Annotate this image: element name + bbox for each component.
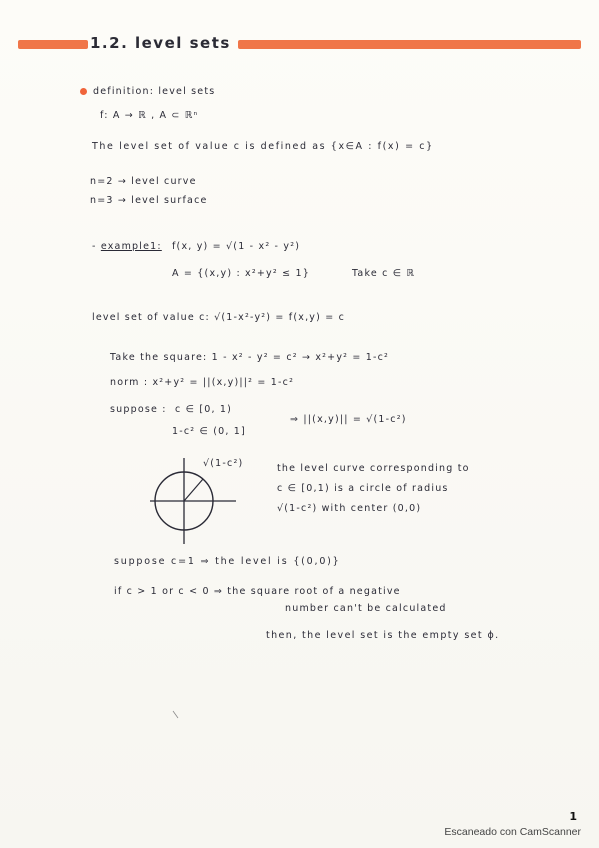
example-take: Take c ∈ ℝ bbox=[352, 268, 416, 279]
example-label-text: example1: bbox=[100, 241, 162, 252]
example-label: - example1: bbox=[92, 241, 162, 252]
suppose-label: suppose : bbox=[110, 404, 167, 415]
title-bar-left bbox=[18, 40, 88, 49]
suppose-c-equals-1: suppose c=1 ⇒ the level is {(0,0)} bbox=[114, 556, 341, 567]
stray-pen-mark bbox=[172, 710, 182, 720]
bullet-dot bbox=[80, 88, 87, 95]
level-surface-line: n=3 → level surface bbox=[90, 195, 208, 206]
if-line-2: number can't be calculated bbox=[285, 603, 447, 614]
if-line-1: if c > 1 or c < 0 ⇒ the square root of a negative bbox=[114, 586, 401, 597]
definition-domain: f: A → ℝ , A ⊂ ℝⁿ bbox=[100, 110, 199, 121]
then-line: then, the level set is the empty set ϕ. bbox=[266, 630, 500, 641]
circle-radius-label: √(1-c²) bbox=[203, 458, 244, 469]
definition-statement: The level set of value c is defined as {x∈A : f(x) = c} bbox=[92, 141, 434, 152]
example-function: f(x, y) = √(1 - x² - y²) bbox=[172, 241, 301, 252]
scanner-watermark: Escaneado con CamScanner bbox=[444, 826, 581, 838]
radius-line bbox=[184, 479, 203, 501]
norm-implication: ⇒ ||(x,y)|| = √(1-c²) bbox=[290, 414, 407, 425]
example-square: Take the square: 1 - x² - y² = c² → x²+y² = 1-c² bbox=[110, 352, 390, 363]
circle-text-line-2: c ∈ [0,1) is a circle of radius bbox=[277, 483, 449, 494]
example-level-set: level set of value c: √(1-x²-y²) = f(x,y) = c bbox=[92, 312, 346, 323]
page-number: 1 bbox=[569, 810, 577, 823]
section-title: 1.2. level sets bbox=[90, 34, 231, 52]
example-norm: norm : x²+y² = ||(x,y)||² = 1-c² bbox=[110, 377, 295, 388]
circle-diagram bbox=[148, 456, 238, 546]
example-domain: A = {(x,y) : x²+y² ≤ 1} bbox=[172, 268, 310, 279]
suppose-1mc-range: 1-c² ∈ (0, 1] bbox=[172, 426, 246, 437]
suppose-c-range: c ∈ [0, 1) bbox=[175, 404, 233, 415]
circle-text-line-3: √(1-c²) with center (0,0) bbox=[277, 503, 422, 514]
definition-heading: definition: level sets bbox=[93, 86, 216, 97]
level-curve-line: n=2 → level curve bbox=[90, 176, 197, 187]
circle-text-line-1: the level curve corresponding to bbox=[277, 463, 470, 474]
title-bar-right bbox=[238, 40, 581, 49]
